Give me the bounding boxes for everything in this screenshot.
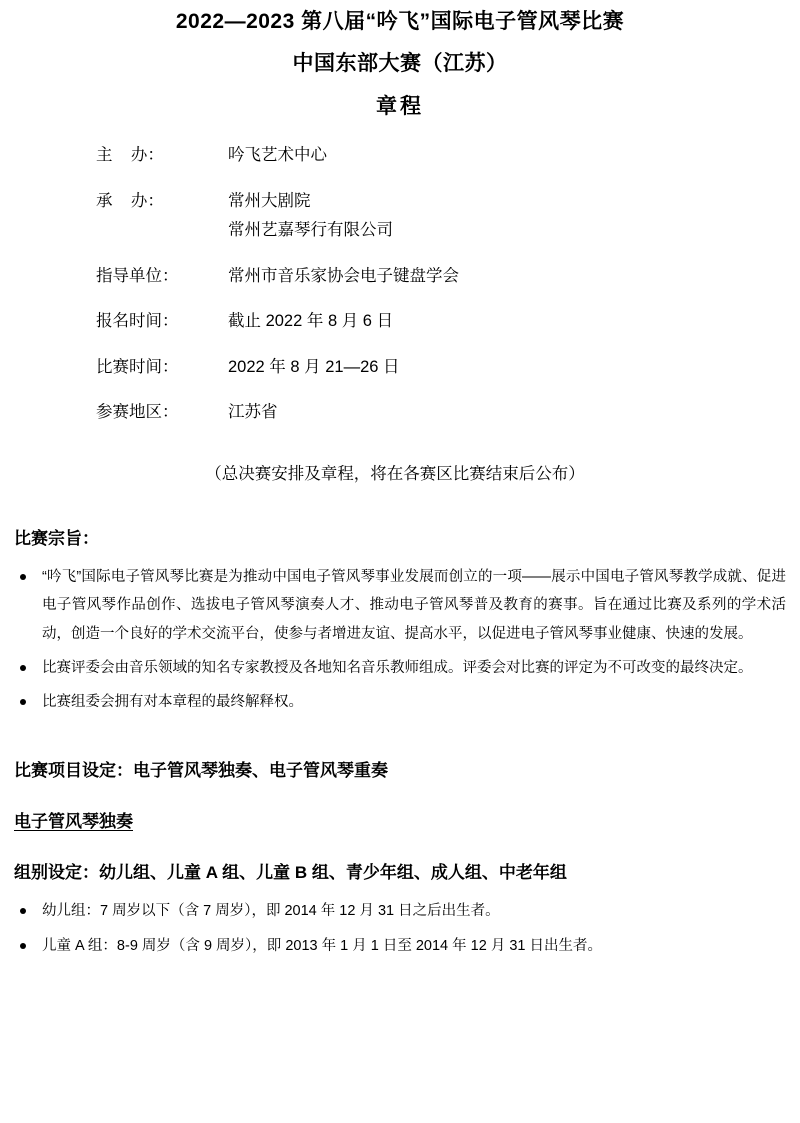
events-heading: 比赛项目设定：电子管风琴独奏、电子管风琴重奏 [14,761,388,781]
document-title-line-3: 章程 [376,94,424,118]
info-value-group [228,400,786,426]
events-subheading: 电子管风琴独奏 [14,812,133,832]
info-row [96,355,786,381]
info-value: 吟飞艺术中心 [228,146,327,165]
groups-heading: 组别设定：幼儿组、儿童 A 组、儿童 B 组、青少年组、成人组、中老年组 [14,863,567,883]
info-value-group [228,143,786,169]
info-value: 2022 年 8 月 21—26 日 [228,357,400,376]
list-item: 比赛组委会拥有对本章程的最终解释权。 [14,688,786,716]
info-row [96,189,786,244]
info-label: 参赛地区： [96,403,179,422]
info-value-group [228,309,786,335]
info-row [96,264,786,290]
info-value-group [228,355,786,381]
document-title-line-2: 中国东部大赛（江苏） [292,52,508,76]
info-value-group [228,189,786,244]
purpose-list [14,563,786,716]
info-value: 常州大剧院 [228,191,311,210]
info-row [96,400,786,426]
info-label: 比赛时间： [96,357,179,376]
info-table [14,143,786,426]
list-item: 儿童 A 组：8-9 周岁（含 9 周岁），即 2013 年 1 月 1 日至 2014 年 12 月 31 日出生者。 [14,932,786,960]
list-item: 比赛评委会由音乐领域的知名专家教授及各地知名音乐教师组成。评委会对比赛的评定为不可改变的最终决定。 [14,654,786,682]
info-label: 主 办： [96,146,164,165]
info-label: 承 办： [96,191,164,210]
info-value: 常州市音乐家协会电子键盘学会 [228,266,459,285]
list-item [14,563,786,648]
list-item-text: “吟飞”国际电子管风琴比赛是为推动中国电子管风琴事业发展而创立的一项——展示中国电子管风琴教学成就、促进电子管风琴作品创作、选拔电子管风琴演奏人才、推动电子管风琴普及教育的赛事。旨在通过比赛及系列的学术活动，创造一个良好的学术交流平台，使参与者增进友谊、提高水平，以促进电子管风琴事业健康、快速的发展。 [42,568,786,642]
info-value: 常州艺嘉琴行有限公司 [228,221,393,240]
groups-list [14,897,786,960]
document-title-line-1: 2022—2023 第八届“吟飞”国际电子管风琴比赛 [175,10,625,33]
info-value: 截止 2022 年 8 月 6 日 [228,312,394,331]
info-label: 报名时间： [96,312,179,331]
info-row [96,143,786,169]
purpose-heading: 比赛宗旨： [14,528,99,548]
finals-note: （总决赛安排及章程，将在各赛区比赛结束后公布） [205,464,585,483]
title-block [14,8,786,121]
list-item: 幼儿组：7 周岁以下（含 7 周岁），即 2014 年 12 月 31 日之后出生者。 [14,897,786,925]
info-label: 指导单位： [96,266,179,285]
info-value: 江苏省 [228,403,278,422]
info-row [96,309,786,335]
info-value-group [228,264,786,290]
